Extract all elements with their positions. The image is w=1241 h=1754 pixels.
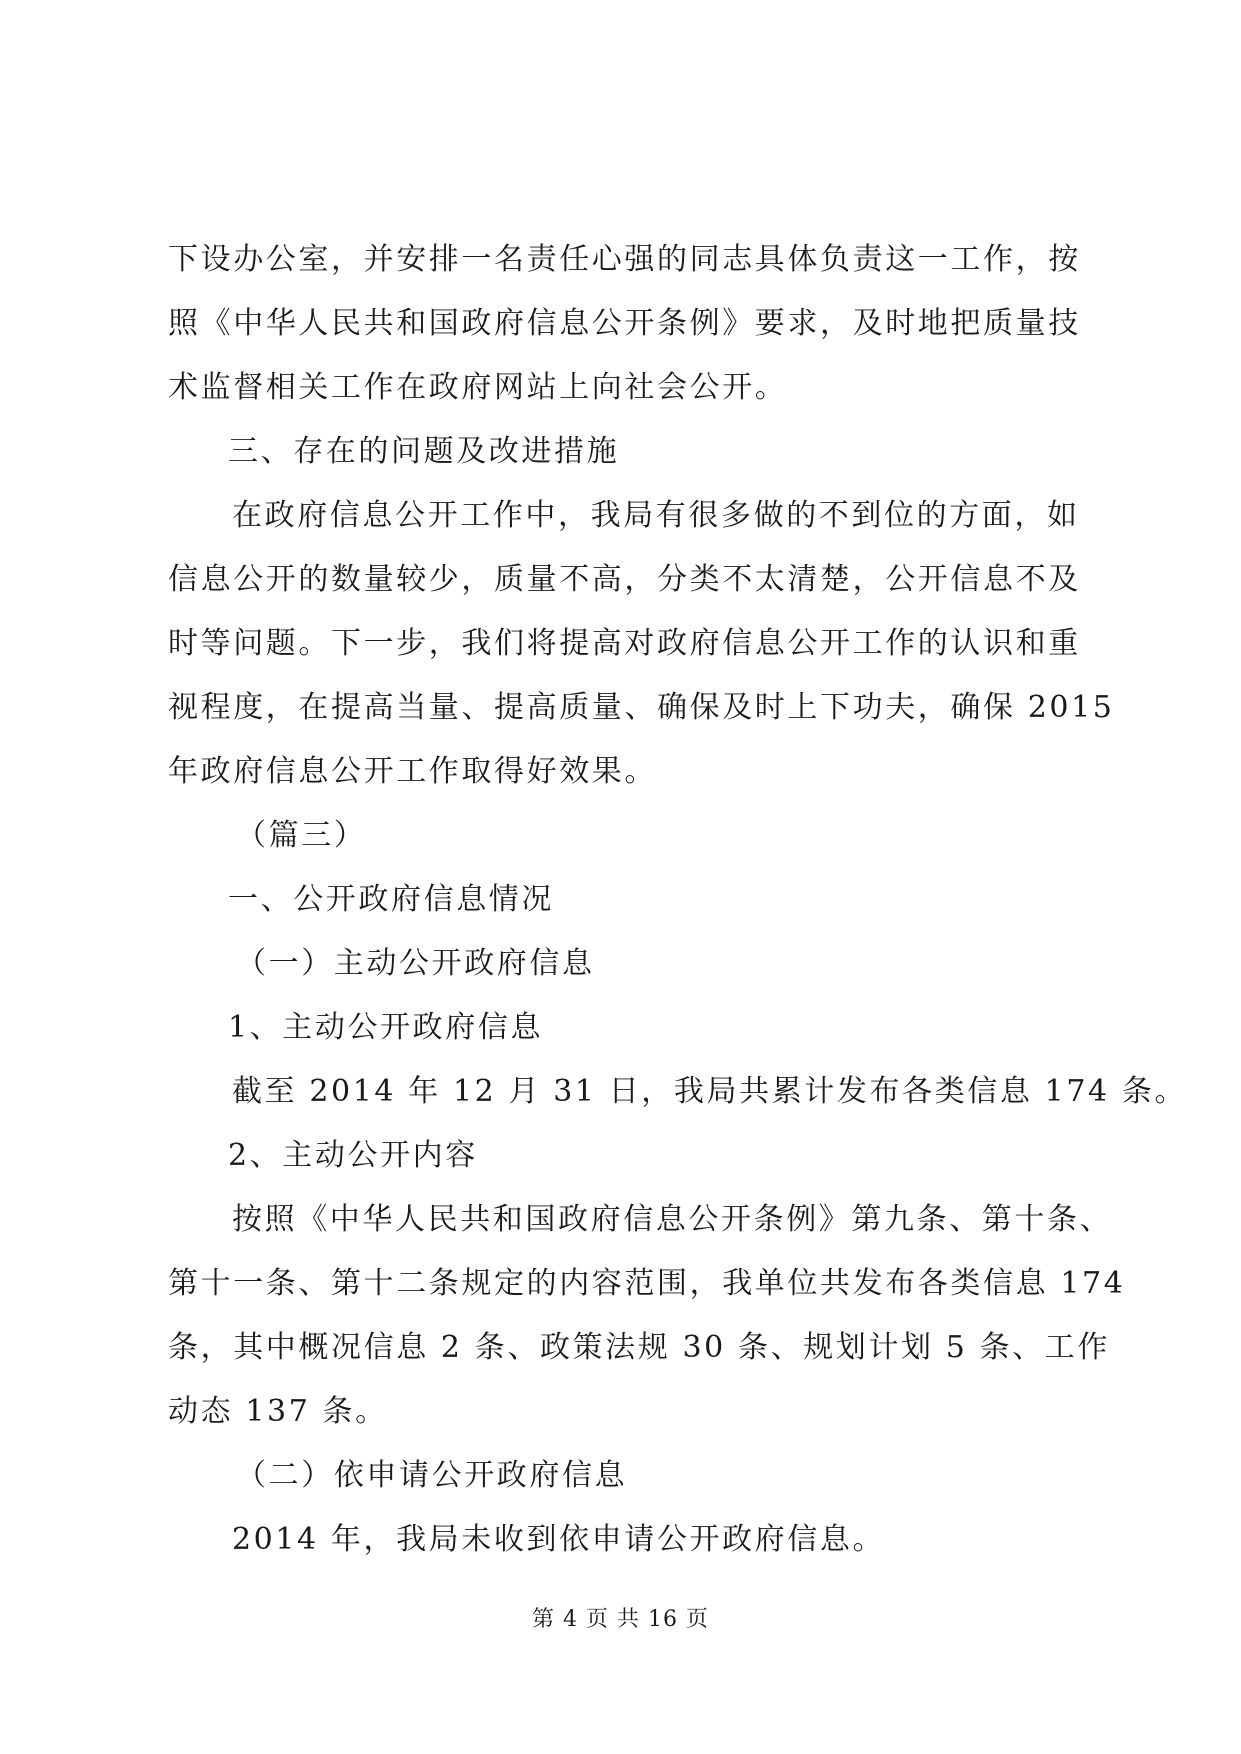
page-footer: 第 4 页 共 16 页 <box>532 1607 709 1632</box>
paragraph-line: 截至 2014 年 12 月 31 日，我局共累计发布各类信息 174 条。 <box>232 1074 1188 1109</box>
section-heading: 一、公开政府信息情况 <box>228 882 554 917</box>
paragraph-line: 条，其中概况信息 2 条、政策法规 30 条、规划计划 5 条、工作 <box>168 1330 1110 1365</box>
subsection-heading: （二）依申请公开政府信息 <box>236 1458 628 1493</box>
paragraph-line: 在政府信息公开工作中，我局有很多做的不到位的方面，如 <box>232 498 1080 533</box>
subsection-heading: （一）主动公开政府信息 <box>236 946 595 981</box>
paragraph-line: 年政府信息公开工作取得好效果。 <box>168 754 657 789</box>
paragraph-line: 动态 137 条。 <box>168 1394 388 1429</box>
part-heading: （篇三） <box>236 818 367 853</box>
paragraph-line: 下设办公室，并安排一名责任心强的同志具体负责这一工作，按 <box>168 242 1081 277</box>
paragraph-line: 按照《中华人民共和国政府信息公开条例》第九条、第十条、 <box>232 1202 1113 1237</box>
paragraph-line: 第十一条、第十二条规定的内容范围，我单位共发布各类信息 174 <box>168 1266 1126 1301</box>
item-heading: 1、主动公开政府信息 <box>228 1010 544 1045</box>
paragraph-line: 信息公开的数量较少，质量不高，分类不太清楚，公开信息不及 <box>168 562 1081 597</box>
paragraph-line: 照《中华人民共和国政府信息公开条例》要求，及时地把质量技 <box>168 306 1081 341</box>
paragraph-line: 术监督相关工作在政府网站上向社会公开。 <box>168 370 788 405</box>
document-body <box>168 228 1188 1572</box>
paragraph-line: 时等问题。下一步，我们将提高对政府信息公开工作的认识和重 <box>168 626 1081 661</box>
paragraph-line: 2014 年，我局未收到依申请公开政府信息。 <box>232 1522 886 1557</box>
section-heading: 三、存在的问题及改进措施 <box>228 434 620 469</box>
paragraph-line: 视程度，在提高当量、提高质量、确保及时上下功夫，确保 2015 <box>168 690 1115 725</box>
item-heading: 2、主动公开内容 <box>228 1138 478 1173</box>
